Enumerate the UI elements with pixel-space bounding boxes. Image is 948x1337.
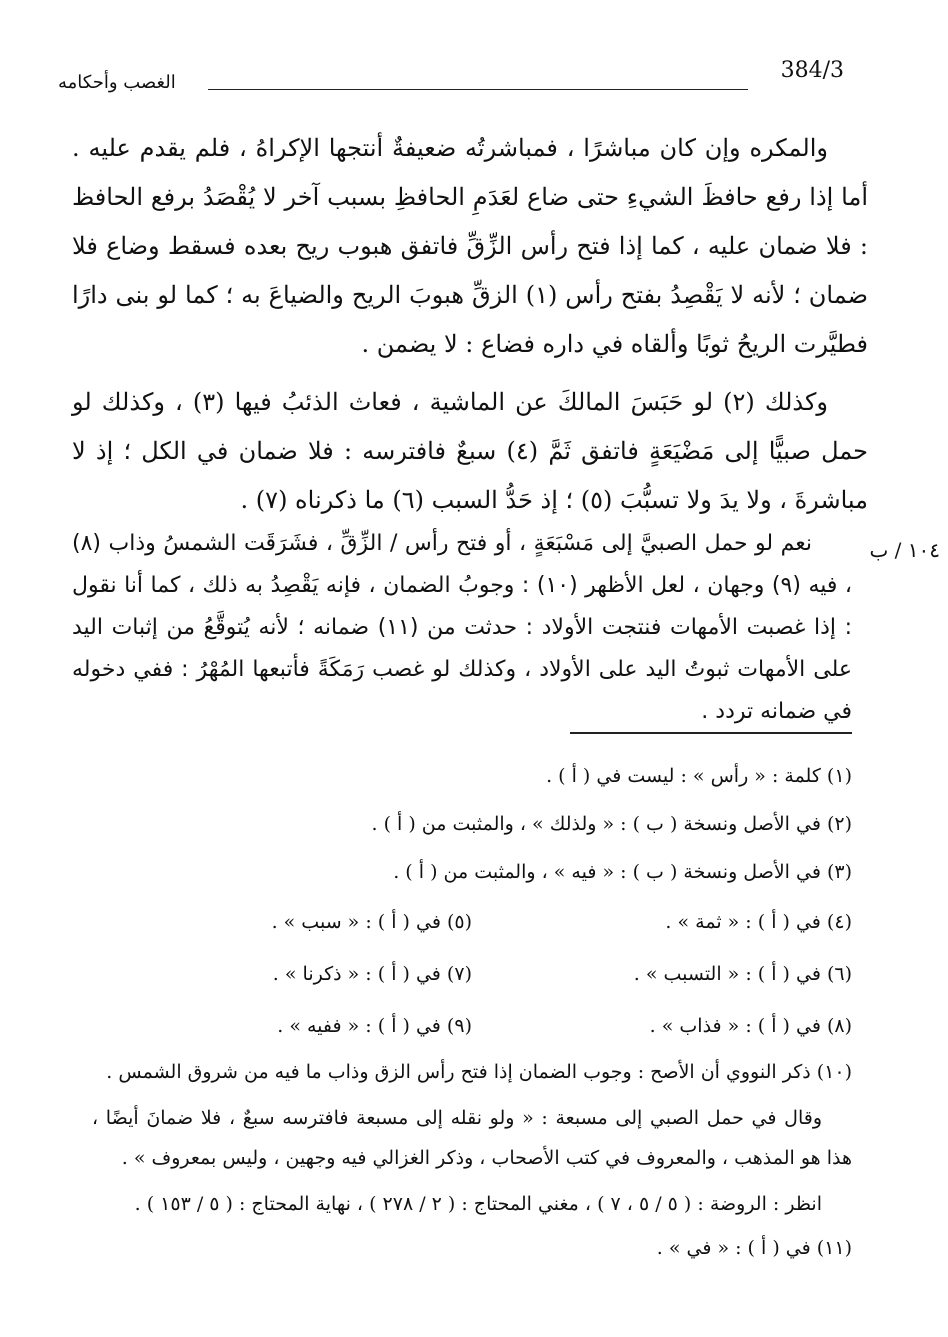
footnote-3: (٣) في الأصل ونسخة ( ب ) : « فيه » ، والمثبت من ( أ ) . bbox=[393, 861, 852, 883]
manuscript-folio-mark: ١٠٤ / ب bbox=[869, 538, 940, 562]
footnote-separator bbox=[570, 732, 852, 734]
footnote-6: (٦) في ( أ ) : « التسبب » . bbox=[633, 963, 852, 985]
paragraph-text: والمكره وإن كان مباشرًا ، فمباشرتُه ضعيفةٌ أنتجها الإكراهُ ، فلم يقدم عليه . أما إذا رفع حافظَ الشيءِ حتى ضاع لعَدَمِ الحافظِ بسبب آخر لا يُقْصَدُ برفع الحافظ : فلا ضمان عليه ، كما إذا فتح رأس الزِّقِّ فاتفق هبوب ريح بعده فسقط وضاع فلا ضمان ؛ لأنه لا يَقْصِدُ بفتح رأس (١) الزقِّ هبوبَ الريح والضياعَ به ؛ كما لو بنى دارًا فطيَّرت الريحُ ثوبًا وألقاه في داره فضاع : لا يضمن . bbox=[72, 134, 868, 358]
footnote-10: (١٠) ذكر النووي أن الأصح : وجوب الضمان إذا فتح رأس الزق وذاب ما فيه من شروق الشمس . bbox=[106, 1061, 852, 1083]
page-number: 384/3 bbox=[780, 58, 844, 83]
footnote-row bbox=[92, 1000, 852, 1052]
footnote-row bbox=[92, 896, 852, 948]
footnote-9: (٩) في ( أ ) : « ففيه » . bbox=[277, 1015, 472, 1037]
footnote-5: (٥) في ( أ ) : « سبب » . bbox=[271, 911, 472, 933]
paragraph-3 bbox=[72, 523, 852, 733]
footnote-11: (١١) في ( أ ) : « في » . bbox=[656, 1237, 852, 1259]
page-header bbox=[58, 58, 844, 94]
paragraph-text: نعم لو حمل الصبيَّ إلى مَسْبَعَةٍ ، أو فتح رأس / الزِّقِّ ، فشَرَقَت الشمسُ وذاب (٨) ، فيه (٩) وجهان ، لعل الأظهر (١٠) : وجوبُ الضمان ، فإنه يَقْصِدُ به ذلك ، كما أنا نقول : إذا غصبت الأمهات فنتجت الأولاد : حدثت من (١١) ضمانه ؛ لأنه يُتوقَّعُ من إثبات اليد على الأمهات ثبوتُ اليد على الأولاد ، وكذلك لو غصب رَمَكَةً فأتبعها المُهْرُ : ففي دخوله في ضمانه تردد . bbox=[72, 531, 853, 724]
running-title: الغصب وأحكامه bbox=[58, 72, 176, 93]
footnote-1: (١) كلمة : « رأس » : ليست في ( أ ) . bbox=[546, 765, 852, 787]
header-rule bbox=[208, 89, 748, 90]
paragraph-1 bbox=[72, 124, 868, 369]
footnote-7: (٧) في ( أ ) : « ذكرنا » . bbox=[272, 963, 472, 985]
footnote-row bbox=[92, 948, 852, 1000]
paragraph-text: وكذلك (٢) لو حَبَسَ المالكَ عن الماشية ، فعاث الذئبُ فيها (٣) ، وكذلك لو حمل صبيًّا إلى مَضْيَعَةٍ فاتفق ثَمَّ (٤) سبعٌ فافترسه : فلا ضمان في الكل ؛ إذ لا مباشرةَ ، ولا يدَ ولا تسبُّبَ (٥) ؛ إذ حَدُّ السبب (٦) ما ذكرناه (٧) . bbox=[72, 388, 869, 514]
footnote-8: (٨) في ( أ ) : « فذاب » . bbox=[649, 1015, 852, 1037]
paragraph-2 bbox=[72, 378, 868, 525]
footnote-10-references: انظر : الروضة : ( ٥ / ٥ ، ٧ ) ، مغني المحتاج : ( ٢ / ٢٧٨ ) ، نهاية المحتاج : ( ٥ / ١٥٣ ) . bbox=[134, 1193, 822, 1215]
footnote-2: (٢) في الأصل ونسخة ( ب ) : « ولذلك » ، والمثبت من ( أ ) . bbox=[371, 813, 852, 835]
footnotes bbox=[92, 752, 852, 1272]
footnote-10-continued: وقال في حمل الصبي إلى مسبعة : « ولو نقله إلى مسبعة فافترسه سبعٌ ، فلا ضمانَ أيضًا ، هذا هو المذهب ، والمعروف في كتب الأصحاب ، وذكر الغزالي فيه وجهين ، وليس بمعروف » . bbox=[92, 1107, 852, 1169]
footnote-4: (٤) في ( أ ) : « ثمة » . bbox=[665, 911, 852, 933]
